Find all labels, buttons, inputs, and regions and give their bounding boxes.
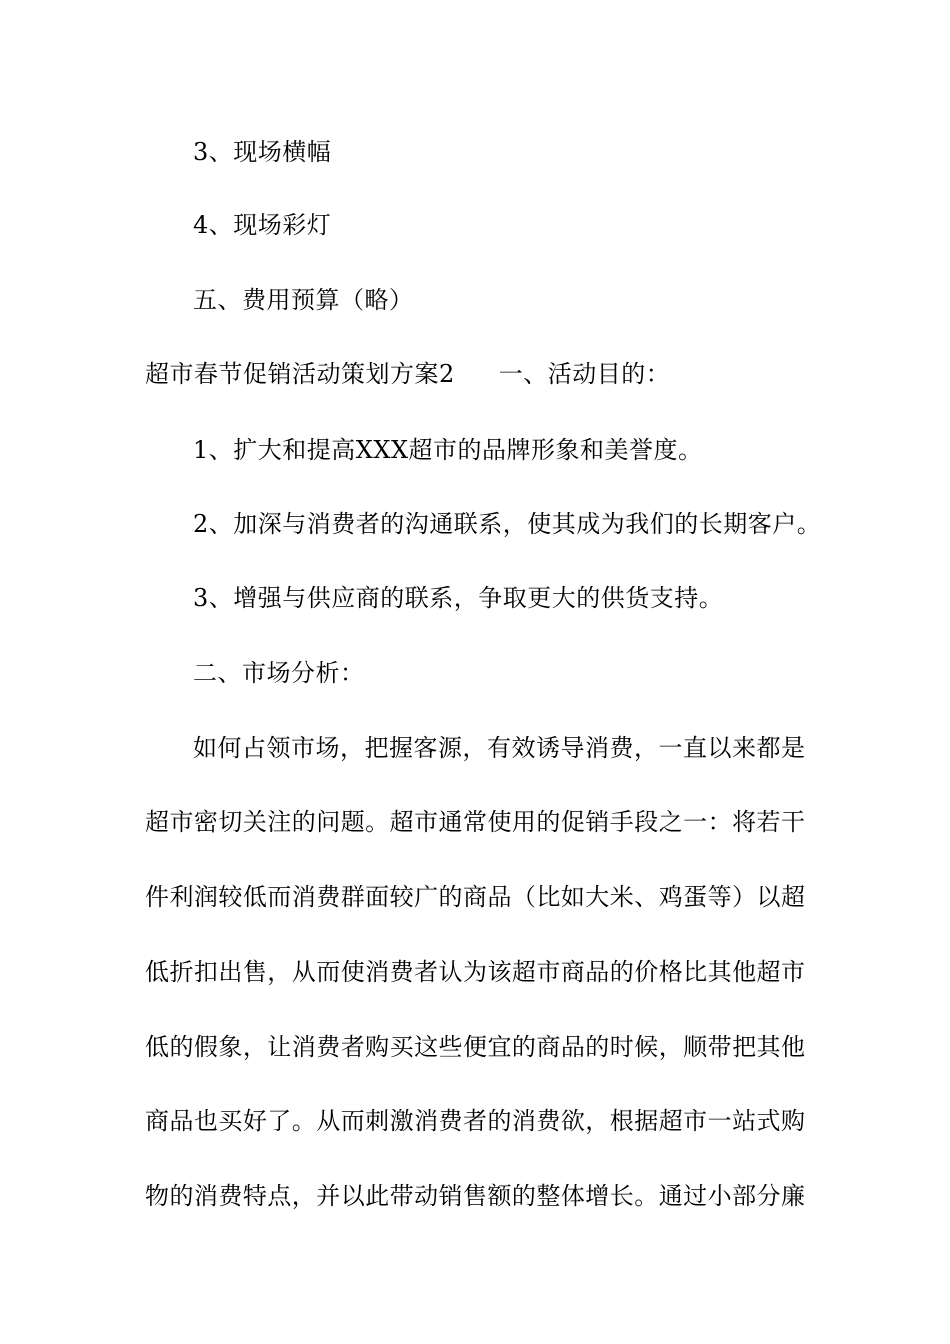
section-one-heading: 一、活动目的：	[498, 360, 671, 388]
analysis-line: 低折扣出售，从而使消费者认为该超市商品的价格比其他超市	[145, 958, 805, 986]
section-five-heading: 五、费用预算（略）	[193, 286, 414, 314]
analysis-line: 低的假象，让消费者购买这些便宜的商品的时候，顺带把其他	[145, 1033, 805, 1061]
list-item-lights: 4、现场彩灯	[193, 211, 332, 239]
analysis-line: 商品也买好了。从而刺激消费者的消费欲，根据超市一站式购	[145, 1107, 805, 1135]
plan-title-row	[145, 358, 670, 390]
goal-item: 3、增强与供应商的联系，争取更大的供货支持。	[193, 584, 724, 612]
plan-title: 超市春节促销活动策划方案2	[145, 360, 455, 388]
list-item-banner: 3、现场横幅	[193, 138, 332, 166]
goal-item: 2、加深与消费者的沟通联系，使其成为我们的长期客户。	[193, 510, 822, 538]
analysis-line: 如何占领市场，把握客源，有效诱导消费，一直以来都是	[193, 734, 805, 762]
analysis-line: 超市密切关注的问题。超市通常使用的促销手段之一：将若干	[145, 808, 805, 836]
analysis-line: 物的消费特点，并以此带动销售额的整体增长。通过小部分廉	[145, 1182, 805, 1210]
goal-item: 1、扩大和提高XXX超市的品牌形象和美誉度。	[193, 436, 703, 464]
analysis-line: 件利润较低而消费群面较广的商品（比如大米、鸡蛋等）以超	[145, 883, 805, 911]
section-two-heading: 二、市场分析：	[193, 659, 365, 687]
